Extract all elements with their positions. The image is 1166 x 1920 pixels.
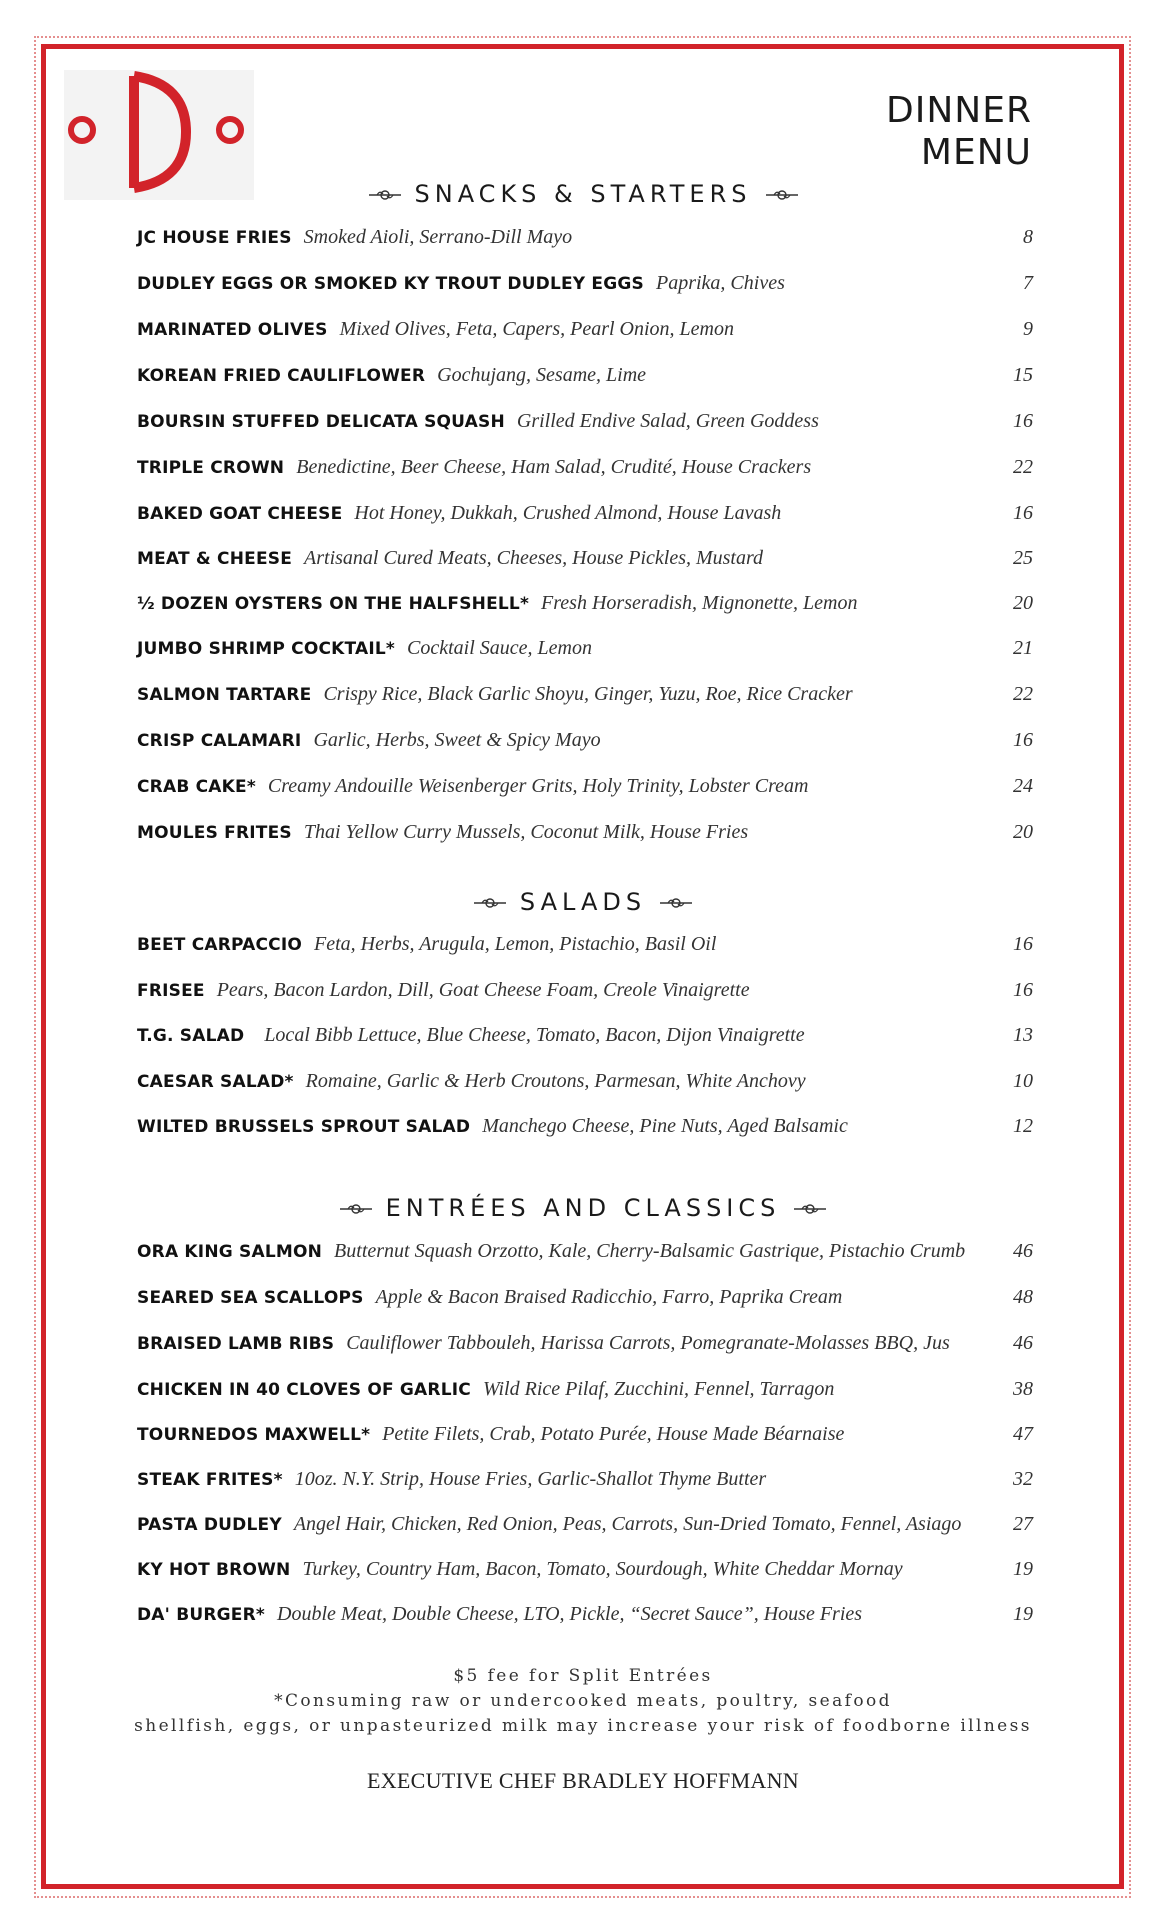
item-name: KY HOT BROWN [137, 1560, 291, 1580]
item-description: Creamy Andouille Weisenberger Grits, Holy Trinity, Lobster Cream [267, 775, 809, 797]
item-description: Cauliflower Tabbouleh, Harissa Carrots, Pomegranate-Molasses BBQ, Jus [346, 1332, 950, 1354]
item-price: 46 [1013, 1240, 1033, 1262]
item-price: 8 [1023, 226, 1033, 248]
split-fee-note: $5 fee for Split Entrées [453, 1666, 713, 1686]
menu-item [137, 1603, 1033, 1633]
item-description: Feta, Herbs, Arugula, Lemon, Pistachio, Basil Oil [314, 933, 717, 955]
item-price: 25 [1013, 547, 1033, 569]
menu-item [137, 318, 1033, 348]
item-name: DUDLEY EGGS OR SMOKED KY TROUT DUDLEY EGGS [137, 274, 644, 294]
section-title: ENTRÉES AND CLASSICS [385, 1194, 781, 1222]
item-price: 20 [1013, 821, 1033, 843]
item-name: T.G. SALAD [137, 1026, 245, 1046]
menu-item [137, 729, 1033, 759]
item-price: 10 [1013, 1070, 1033, 1092]
item-name: TRIPLE CROWN [137, 458, 285, 478]
item-price: 16 [1013, 979, 1033, 1001]
item-name: PASTA DUDLEY [137, 1515, 282, 1535]
item-name: CRAB CAKE* [137, 777, 256, 797]
item-description: Apple & Bacon Braised Radicchio, Farro, Paprika Cream [375, 1286, 843, 1308]
menu-item [137, 1558, 1033, 1588]
item-name: JC HOUSE FRIES [137, 228, 292, 248]
menu-item [137, 1332, 1033, 1362]
item-name: DA' BURGER* [137, 1605, 265, 1625]
menu-item [137, 1513, 1033, 1543]
item-description: Pears, Bacon Lardon, Dill, Goat Cheese Foam, Creole Vinaigrette [216, 979, 750, 1001]
menu-item [137, 1468, 1033, 1498]
item-description: Wild Rice Pilaf, Zucchini, Fennel, Tarragon [482, 1378, 835, 1400]
item-description: Smoked Aioli, Serrano-Dill Mayo [303, 226, 573, 248]
menu-item [137, 502, 1033, 532]
item-description: Manchego Cheese, Pine Nuts, Aged Balsamic [482, 1115, 848, 1137]
item-name: FRISEE [137, 981, 205, 1001]
item-price: 32 [1013, 1468, 1033, 1490]
item-name: ORA KING SALMON [137, 1242, 323, 1262]
menu-item [137, 1286, 1033, 1316]
item-name: KOREAN FRIED CAULIFLOWER [137, 366, 426, 386]
menu-item [137, 272, 1033, 302]
menu-title [886, 90, 1032, 174]
consumption-warning-line1: *Consuming raw or undercooked meats, poultry, seafood [274, 1691, 892, 1711]
item-description: 10oz. N.Y. Strip, House Fries, Garlic-Shallot Thyme Butter [294, 1468, 767, 1490]
item-price: 16 [1013, 502, 1033, 524]
item-description: Benedictine, Beer Cheese, Ham Salad, Crudité, House Crackers [296, 456, 812, 478]
item-name: MEAT & CHEESE [137, 549, 293, 569]
item-price: 24 [1013, 775, 1033, 797]
item-description: Crispy Rice, Black Garlic Shoyu, Ginger, Yuzu, Roe, Rice Cracker [323, 683, 853, 705]
item-description: Local Bibb Lettuce, Blue Cheese, Tomato, Bacon, Dijon Vinaigrette [264, 1024, 805, 1046]
item-price: 20 [1013, 592, 1033, 614]
menu-item [137, 683, 1033, 713]
item-description: Gochujang, Sesame, Lime [437, 364, 647, 386]
item-price: 22 [1013, 456, 1033, 478]
item-description: Artisanal Cured Meats, Cheeses, House Pickles, Mustard [304, 547, 764, 569]
item-description: Paprika, Chives [656, 272, 785, 294]
ornament-icon [340, 1202, 372, 1216]
menu-item [137, 592, 1033, 622]
footer-notes [0, 1664, 1166, 1739]
item-price: 21 [1013, 637, 1033, 659]
item-name: STEAK FRITES* [137, 1470, 283, 1490]
menu-item [137, 775, 1033, 805]
item-description: Cocktail Sauce, Lemon [407, 637, 592, 659]
item-description: Grilled Endive Salad, Green Goddess [516, 410, 819, 432]
item-description: Hot Honey, Dukkah, Crushed Almond, House Lavash [354, 502, 782, 524]
item-price: 13 [1013, 1024, 1033, 1046]
menu-item [137, 547, 1033, 577]
menu-item [137, 456, 1033, 486]
ornament-icon [794, 1202, 826, 1216]
item-price: 48 [1013, 1286, 1033, 1308]
item-price: 27 [1013, 1513, 1033, 1535]
item-name: BAKED GOAT CHEESE [137, 504, 343, 524]
item-price: 15 [1013, 364, 1033, 386]
item-name: MARINATED OLIVES [137, 320, 328, 340]
item-description: Fresh Horseradish, Mignonette, Lemon [541, 592, 858, 614]
item-price: 16 [1013, 410, 1033, 432]
item-name: SEARED SEA SCALLOPS [137, 1288, 364, 1308]
item-name: TOURNEDOS MAXWELL* [137, 1425, 371, 1445]
item-price: 7 [1023, 272, 1033, 294]
section-title: SNACKS & STARTERS [414, 180, 752, 208]
item-name: CAESAR SALAD* [137, 1072, 294, 1092]
item-description: Turkey, Country Ham, Bacon, Tomato, Sourdough, White Cheddar Mornay [302, 1558, 903, 1580]
menu-item [137, 637, 1033, 667]
menu-item [137, 821, 1033, 851]
menu-item [137, 364, 1033, 394]
item-price: 9 [1023, 318, 1033, 340]
item-price: 47 [1013, 1423, 1033, 1445]
item-price: 16 [1013, 933, 1033, 955]
item-price: 12 [1013, 1115, 1033, 1137]
item-price: 19 [1013, 1558, 1033, 1580]
item-price: 22 [1013, 683, 1033, 705]
item-description: Angel Hair, Chicken, Red Onion, Peas, Carrots, Sun-Dried Tomato, Fennel, Asiago [293, 1513, 962, 1535]
item-description: Petite Filets, Crab, Potato Purée, House Made Béarnaise [382, 1423, 845, 1445]
item-price: 19 [1013, 1603, 1033, 1625]
menu-item [137, 933, 1033, 963]
ornament-icon [369, 188, 401, 202]
item-description: Thai Yellow Curry Mussels, Coconut Milk, House Fries [303, 821, 749, 843]
section-header-salads [0, 885, 1166, 919]
item-name: BOURSIN STUFFED DELICATA SQUASH [137, 412, 505, 432]
item-name: ½ DOZEN OYSTERS ON THE HALFSHELL* [137, 594, 530, 614]
menu-item [137, 1024, 1033, 1054]
menu-title-line2: MENU [920, 132, 1032, 173]
consumption-warning-line2: shellfish, eggs, or unpasteurized milk may increase your risk of foodborne illness [134, 1716, 1032, 1736]
menu-item [137, 1070, 1033, 1100]
item-name: MOULES FRITES [137, 823, 292, 843]
menu-item [137, 979, 1033, 1009]
section-title: SALADS [519, 888, 647, 916]
ornament-icon [474, 896, 506, 910]
menu-item [137, 1115, 1033, 1145]
ornament-icon [766, 188, 798, 202]
menu-title-line1: DINNER [886, 90, 1032, 131]
item-description: Romaine, Garlic & Herb Croutons, Parmesan, White Anchovy [305, 1070, 806, 1092]
item-price: 46 [1013, 1332, 1033, 1354]
item-name: CRISP CALAMARI [137, 731, 302, 751]
item-name: JUMBO SHRIMP COCKTAIL* [137, 639, 396, 659]
item-name: BEET CARPACCIO [137, 935, 303, 955]
item-name: WILTED BRUSSELS SPROUT SALAD [137, 1117, 471, 1137]
menu-item [137, 226, 1033, 256]
section-header-snacks [0, 177, 1166, 211]
menu-item [137, 410, 1033, 440]
item-price: 16 [1013, 729, 1033, 751]
menu-item [137, 1423, 1033, 1453]
item-description: Double Meat, Double Cheese, LTO, Pickle, “Secret Sauce”, House Fries [277, 1603, 863, 1625]
item-description: Garlic, Herbs, Sweet & Spicy Mayo [313, 729, 601, 751]
section-header-entrees [0, 1191, 1166, 1225]
item-description: Butternut Squash Orzotto, Kale, Cherry-Balsamic Gastrique, Pistachio Crumb [334, 1240, 966, 1262]
item-description: Mixed Olives, Feta, Capers, Pearl Onion, Lemon [339, 318, 734, 340]
item-name: CHICKEN IN 40 CLOVES OF GARLIC [137, 1380, 471, 1400]
ornament-icon [660, 896, 692, 910]
menu-item [137, 1378, 1033, 1408]
item-name: BRAISED LAMB RIBS [137, 1334, 335, 1354]
menu-item [137, 1240, 1033, 1270]
item-price: 38 [1013, 1378, 1033, 1400]
item-name: SALMON TARTARE [137, 685, 312, 705]
executive-chef: EXECUTIVE CHEF BRADLEY HOFFMANN [367, 1768, 799, 1793]
